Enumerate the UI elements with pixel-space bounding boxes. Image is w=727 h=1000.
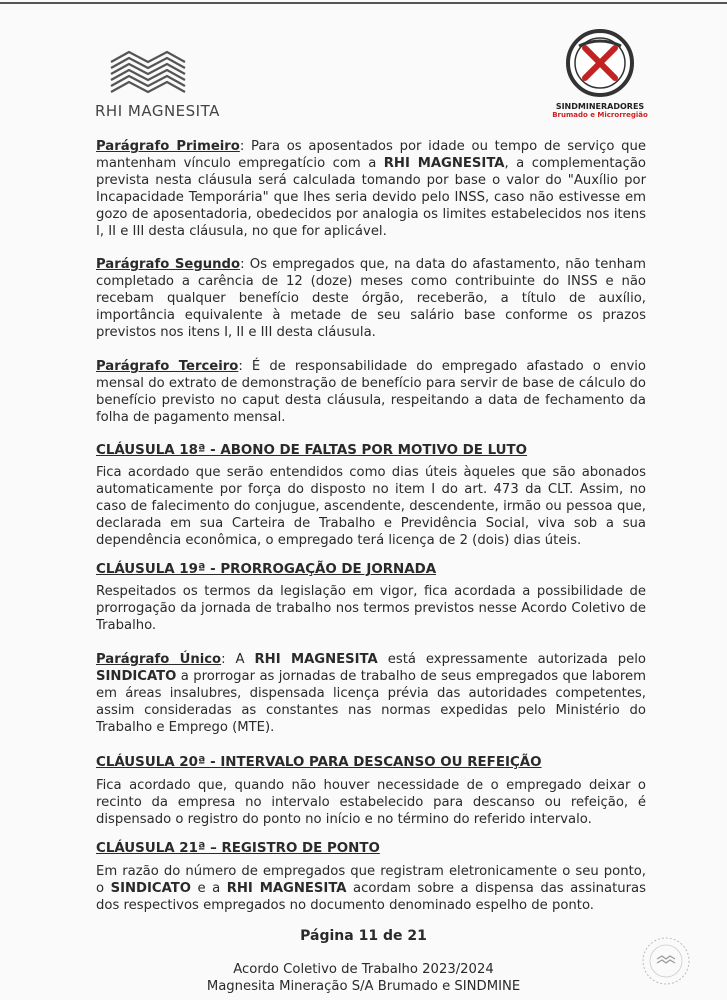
paragraph-unico <box>96 651 646 736</box>
paragraph-text: e a <box>190 881 227 896</box>
footer-line-1: Acordo Coletivo de Trabalho 2023/2024 <box>233 962 494 977</box>
pickaxe-emblem-icon <box>565 28 635 98</box>
paragraph-text: , a complementação prevista nesta cláusula será calculada tomando por base o valor do "Auxílio por Incapacidade Temporária" que lhes seria devido pelo INSS, caso não estivesse em gozo de aposentadoria, obedecidos por analogia os limites estabelecidos nos itens I, II e III desta cláusula, no que for aplicável. <box>96 156 646 239</box>
company-name: RHI MAGNESITA <box>383 156 505 171</box>
paragraph-segundo <box>96 256 646 341</box>
clause-20-heading: CLÁUSULA 20ª - INTERVALO PARA DESCANSO OU REFEIÇÃO <box>96 755 542 770</box>
sindmineradores-logo <box>545 28 655 119</box>
top-border-line <box>0 2 727 4</box>
union-name: SINDMINERADORES <box>555 102 645 111</box>
clause-20-text: Fica acordado que, quando não houver necessidade de o empregado deixar o recinto da empresa no intervalo estabelecido para descanso ou refeição, é dispensado o registro do ponto no início e no término do referido intervalo. <box>96 778 646 827</box>
clause-19-heading: CLÁUSULA 19ª - PRORROGAÇÃO DE JORNADA <box>96 562 437 577</box>
paragraph-terceiro <box>96 358 646 426</box>
document-body <box>96 136 646 914</box>
paragraph-text: Em razão do número de empregados que registram eletronicamente o seu ponto, o <box>96 864 646 896</box>
company-name: RHI MAGNESITA <box>254 652 378 667</box>
notary-stamp-icon <box>640 935 692 987</box>
paragraph-text: acordam sobre a dispensa das assinaturas dos respectivos empregados no documento denominado espelho de ponto. <box>96 881 646 913</box>
paragraph-text: : A <box>221 652 255 667</box>
union-subtitle: Brumado e Microrregião <box>552 111 648 119</box>
paragraph-label: Parágrafo Primeiro <box>96 139 240 154</box>
paragraph-text: : É de responsabilidade do empregado afastado o envio mensal do extrato de demonstração de benefício para servir de base de cálculo do benefício previsto no caput desta cláusula, respeitando a data de fechamento da folha de pagamento mensal. <box>96 359 646 425</box>
paragraph-text: : Para os aposentados por idade ou tempo de serviço que mantenham vínculo empregatício com a <box>96 139 646 171</box>
rhi-magnesita-logo <box>95 48 225 120</box>
clause-21-heading: CLÁUSULA 21ª – REGISTRO DE PONTO <box>96 841 380 856</box>
paragraph-label: Parágrafo Único <box>96 652 222 667</box>
paragraph-text: está expressamente autorizada pelo <box>377 652 646 667</box>
paragraph-label: Parágrafo Segundo <box>96 257 241 272</box>
union-ref: SINDICATO <box>110 881 191 896</box>
union-ref: SINDICATO <box>96 669 177 684</box>
footer-line-2: Magnesita Mineração S/A Brumado e SINDMINE <box>206 979 521 994</box>
paragraph-label: Parágrafo Terceiro <box>96 359 239 374</box>
clause-21-text <box>96 863 646 914</box>
page-number: Página 11 de 21 <box>300 928 427 944</box>
clause-18-text: Fica acordado que serão entendidos como dias úteis àqueles que são abonados automaticamente por força do disposto no item I do art. 473 da CLT. Assim, no caso de falecimento do conjugue, ascendente, descendente, irmão ou pessoa que, declarada em sua Carteira de Trabalho e Previdência Social, viva sob a sua dependência econômica, o empregado terá licença de 2 (dois) dias úteis. <box>96 465 646 548</box>
company-name: RHI MAGNESITA <box>226 881 347 896</box>
paragraph-text: a prorrogar as jornadas de trabalho de seus empregados que laborem em áreas insalubres, dispensada licença prévia das autoridades competentes, assim consideradas as constantes nas normas expedidas pelo Ministério do Trabalho e Emprego (MTE). <box>96 669 646 735</box>
rhi-magnesita-logo-icon <box>109 48 187 100</box>
paragraph-text: : Os empregados que, na data do afastamento, não tenham completado a carência de 12 (doze) meses como contribuinte do INSS e não recebam qualquer benefício deste órgão, receberão, a título de auxílio, importância equivalente à metade de seu salário base conforme os prazos previstos nos itens I, II e III desta cláusula. <box>96 257 646 340</box>
clause-18-heading: CLÁUSULA 18ª - ABONO DE FALTAS POR MOTIVO DE LUTO <box>96 443 528 458</box>
logo-brand-text: RHI MAGNESITA <box>95 102 220 120</box>
clause-19-text: Respeitados os termos da legislação em vigor, fica acordada a possibilidade de prorrogação da jornada de trabalho nos termos previstos nesse Acordo Coletivo de Trabalho. <box>96 584 646 633</box>
paragraph-primeiro <box>96 138 646 240</box>
